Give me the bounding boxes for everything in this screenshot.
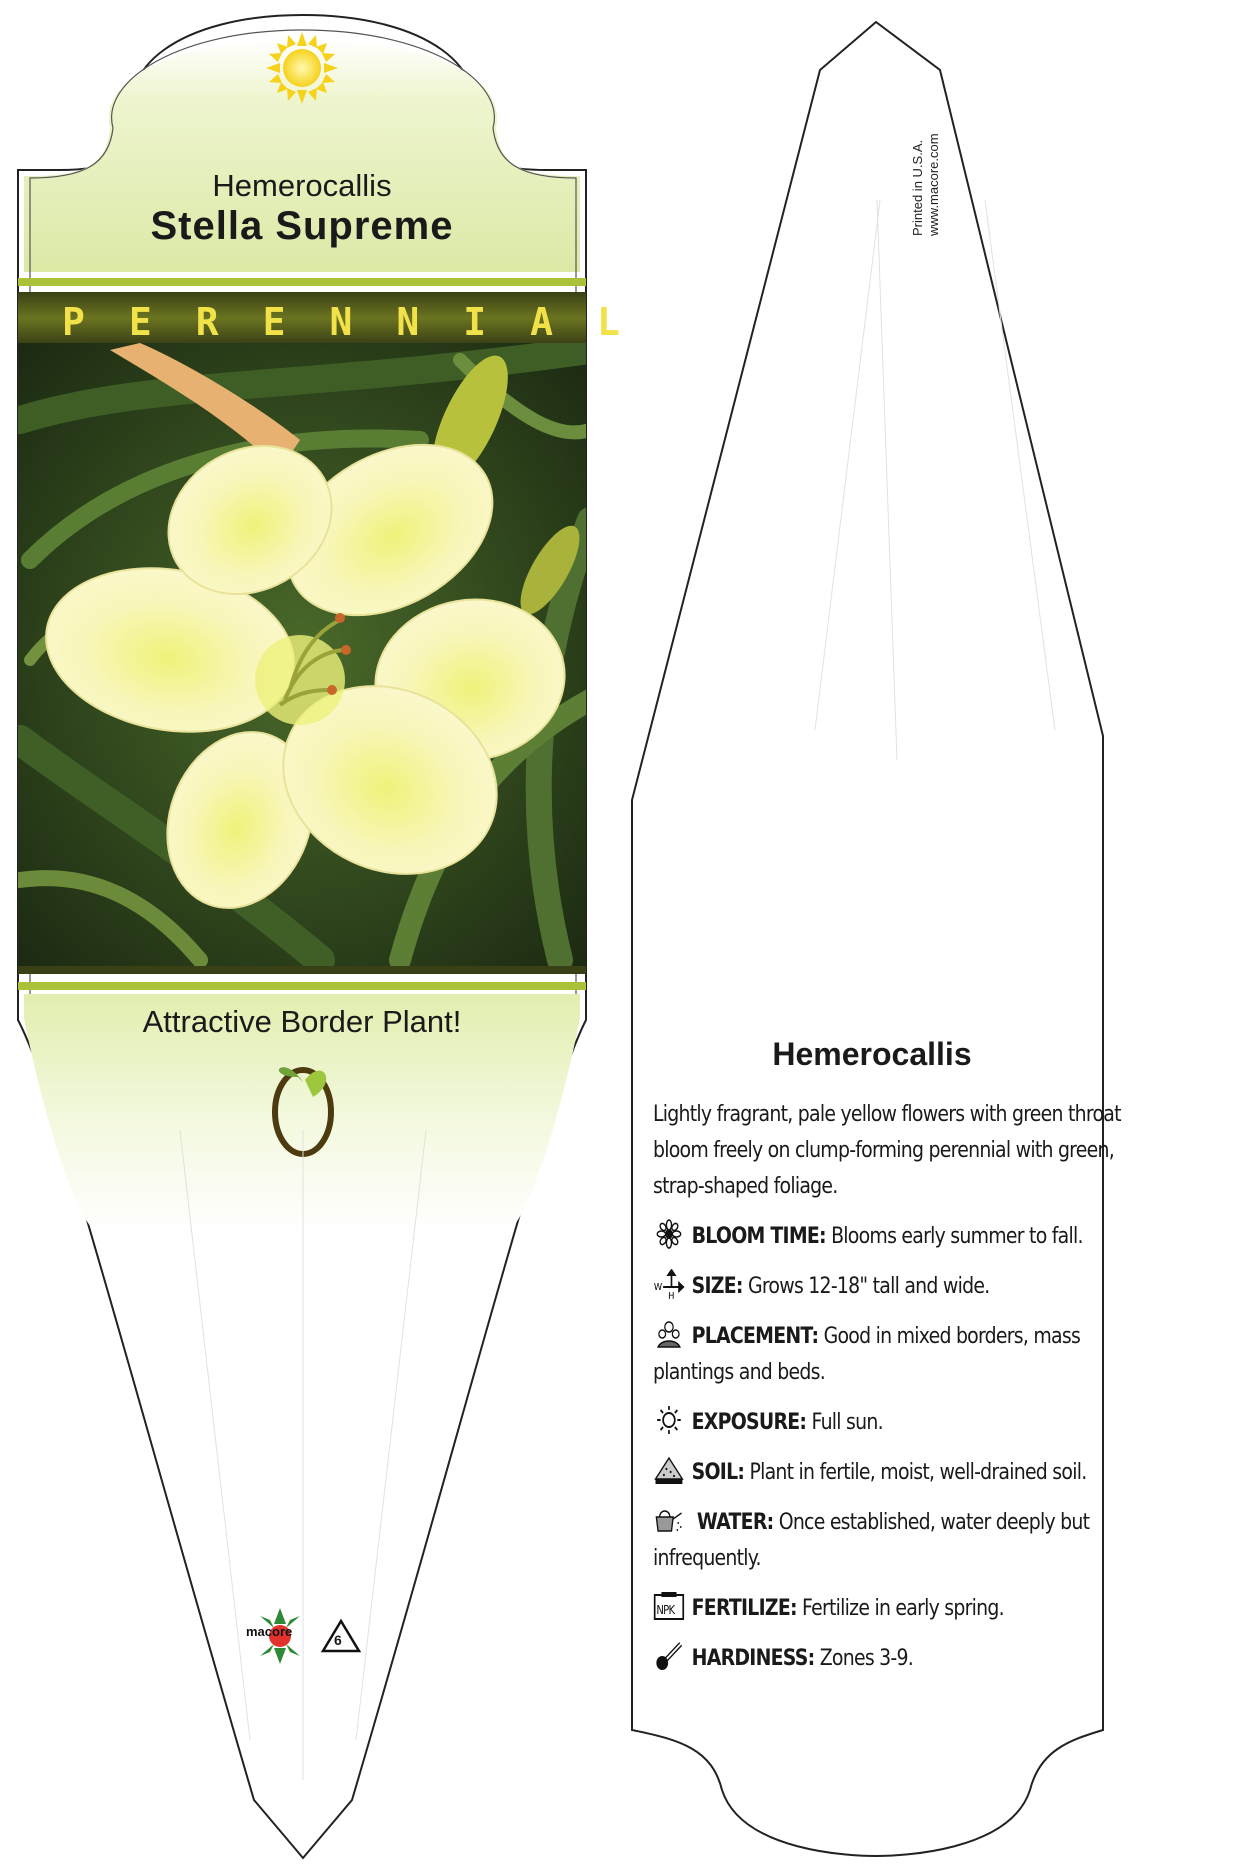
- watering-can-icon: [653, 1505, 685, 1535]
- npk-icon: [653, 1591, 685, 1621]
- hardiness-row: [653, 1640, 1233, 1676]
- placement-value-continued: plantings and beds.: [653, 1359, 825, 1385]
- thermometer-icon: [653, 1641, 685, 1671]
- bloom-time-row: [653, 1218, 1233, 1254]
- placement-row: [653, 1318, 1233, 1354]
- cultivar-name: Stella Supreme: [150, 204, 454, 248]
- exposure-label: EXPOSURE:: [691, 1409, 807, 1435]
- hardiness-label: HARDINESS:: [691, 1645, 815, 1671]
- recycle-code: 6: [334, 1632, 342, 1648]
- water-value-continued: infrequently.: [653, 1545, 761, 1571]
- sun-icon: [653, 1405, 685, 1435]
- description-line-1: Lightly fragrant, pale yellow flowers with green throat: [653, 1101, 1121, 1127]
- printed-line-2: www.macore.com: [926, 133, 941, 236]
- water-value: Once established, water deeply but: [778, 1509, 1090, 1535]
- water-row: [653, 1504, 1233, 1540]
- fertilize-value: Fertilize in early spring.: [802, 1595, 1004, 1621]
- description-line-3: strap-shaped foliage.: [653, 1173, 838, 1199]
- size-label: SIZE:: [691, 1273, 743, 1299]
- svg-text:H: H: [668, 1290, 674, 1299]
- size-value: Grows 12-18" tall and wide.: [747, 1273, 990, 1299]
- size-icon: [653, 1269, 685, 1299]
- front-genus: Hemerocallis: [212, 168, 392, 203]
- soil-label: SOIL:: [691, 1459, 745, 1485]
- back-tag-outline: [632, 22, 1103, 1856]
- placement-label: PLACEMENT:: [691, 1323, 819, 1349]
- slogan: Attractive Border Plant!: [142, 1004, 462, 1039]
- soil-row: [653, 1454, 1233, 1490]
- description-line-2: bloom freely on clump-forming perennial with green,: [653, 1137, 1115, 1163]
- category-label: PERENNIAL: [62, 300, 664, 344]
- back-title: Hemerocallis: [772, 1036, 972, 1072]
- printed-line-1: Printed in U.S.A.: [910, 139, 925, 236]
- svg-text:NPK: NPK: [656, 1603, 675, 1618]
- placement-value: Good in mixed borders, mass: [823, 1323, 1081, 1349]
- svg-text:W: W: [653, 1281, 662, 1294]
- printed-notice: [910, 133, 942, 236]
- flower-icon: [653, 1219, 685, 1249]
- flower-photo: [18, 343, 591, 967]
- hardiness-value: Zones 3-9.: [819, 1645, 914, 1671]
- soil-value: Plant in fertile, moist, well-drained soil.: [749, 1459, 1087, 1485]
- fertilize-label: FERTILIZE:: [691, 1595, 797, 1621]
- placement-icon: [653, 1319, 685, 1349]
- exposure-row: [653, 1404, 1233, 1440]
- exposure-value: Full sun.: [811, 1409, 883, 1435]
- macore-logo-text: macore: [246, 1624, 293, 1639]
- water-label: WATER:: [696, 1509, 774, 1535]
- soil-icon: [653, 1455, 685, 1485]
- size-row: [653, 1268, 1233, 1304]
- fertilize-row: [653, 1590, 1233, 1626]
- bloom-time-label: BLOOM TIME:: [691, 1223, 826, 1249]
- bloom-time-value: Blooms early summer to fall.: [831, 1223, 1083, 1249]
